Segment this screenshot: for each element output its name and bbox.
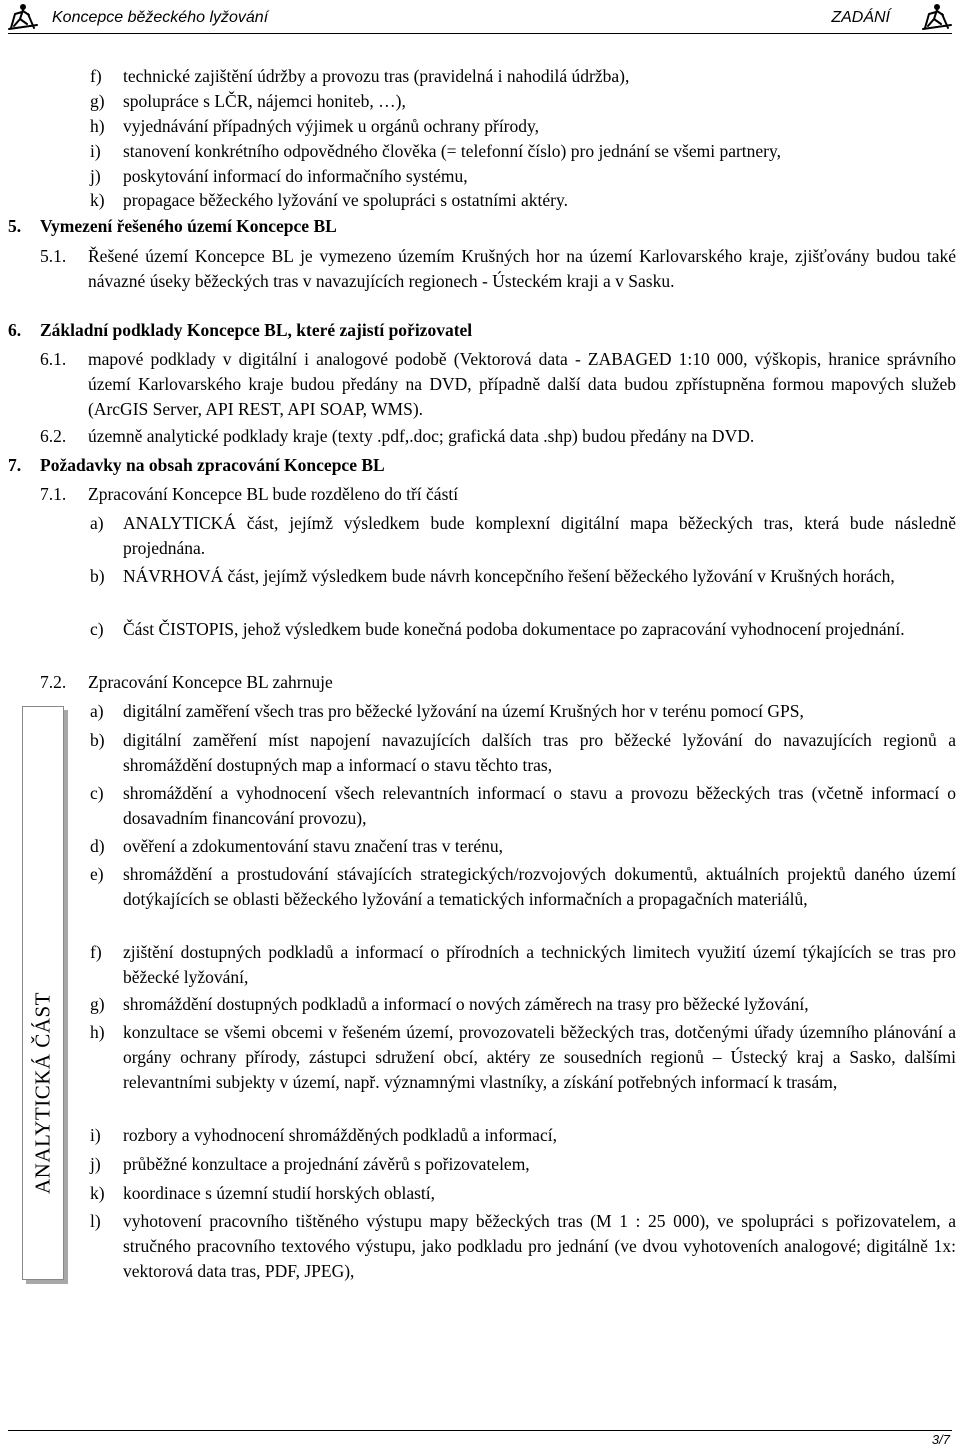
list-item xyxy=(90,699,956,724)
paragraph-number: 6.2. xyxy=(40,426,67,446)
cross-country-skier-icon xyxy=(920,2,954,32)
list-item-label: f) xyxy=(90,66,102,86)
list-item-label: k) xyxy=(90,1183,105,1203)
list-item-text: technické zajištění údržby a provozu tras (pravidelná i nahodilá údržba), xyxy=(123,66,630,86)
list-item xyxy=(90,1123,956,1148)
list-item-text: poskytování informací do informačního systému, xyxy=(123,166,468,186)
document-tag: ZADÁNÍ xyxy=(831,9,890,26)
list-item-text: stanovení konkrétního odpovědného člověka (= telefonní číslo) pro jednání se všemi partnery, xyxy=(123,141,781,161)
list-item xyxy=(90,862,956,912)
list-item xyxy=(90,64,940,89)
list-item-label: b) xyxy=(90,566,105,586)
section-heading xyxy=(8,318,908,343)
list-item xyxy=(90,1181,956,1206)
list-item-text: ANALYTICKÁ část, jejímž výsledkem bude komplexní digitální mapa běžeckých tras, která bude následně projednána. xyxy=(123,513,956,558)
list-item-text: shromáždění a prostudování stávajících strategických/rozvojových dokumentů, aktuálních projektů daného území dotýkajících se oblasti běžeckého lyžování a tematických informačních a propagačních materiálů, xyxy=(123,864,956,909)
list-item-text: zjištění dostupných podkladů a informací o přírodních a technických limitech využití území týkajících se tras pro běžecké lyžování, xyxy=(123,942,956,987)
list-item-label: k) xyxy=(90,190,105,210)
section-number: 6. xyxy=(8,320,22,340)
paragraph xyxy=(40,482,956,507)
list-item-text: rozbory a vyhodnocení shromážděných podkladů a informací, xyxy=(123,1125,557,1145)
page-number: 3/7 xyxy=(931,1432,950,1447)
list-item xyxy=(90,834,956,859)
list-item xyxy=(90,139,940,164)
list-item xyxy=(90,1152,956,1177)
list-item-label: g) xyxy=(90,91,105,111)
paragraph xyxy=(40,244,956,294)
list-item-text: koordinace s územní studií horských oblastí, xyxy=(123,1183,436,1203)
paragraph-text: Řešené území Koncepce BL je vymezeno územím Krušných hor na území Karlovarského kraje, zjišťovány budou také návazné úseky běžeckých tras v navazujících regionech - Ústeckém kraji a v Sasku. xyxy=(88,246,956,291)
cross-country-skier-icon xyxy=(6,2,40,32)
list-item-text: spolupráce s LČR, nájemci honiteb, …), xyxy=(123,91,406,111)
sidebar-label: ANALYTICKÁ ČÁST xyxy=(30,992,55,1194)
paragraph-text: Zpracování Koncepce BL bude rozděleno do tří částí xyxy=(88,484,459,504)
list-item xyxy=(90,728,956,778)
list-item xyxy=(90,164,940,189)
list-item-label: h) xyxy=(90,116,105,136)
list-item xyxy=(90,511,956,561)
list-item xyxy=(90,1020,956,1095)
section-title: Požadavky na obsah zpracování Koncepce BL xyxy=(40,455,385,475)
section-number: 7. xyxy=(8,455,22,475)
list-item-label: b) xyxy=(90,730,105,750)
list-item-label: c) xyxy=(90,783,104,803)
list-item xyxy=(90,781,956,831)
list-item xyxy=(90,564,956,589)
list-item-text: digitální zaměření všech tras pro běžecké lyžování na území Krušných hor v terénu pomocí GPS, xyxy=(123,701,804,721)
list-item-label: j) xyxy=(90,1154,101,1174)
list-item-text: propagace běžeckého lyžování ve spolupráci s ostatními aktéry. xyxy=(123,190,568,210)
list-item-label: d) xyxy=(90,836,105,856)
section-title: Vymezení řešeného území Koncepce BL xyxy=(40,216,337,236)
list-item xyxy=(90,114,940,139)
list-item xyxy=(90,992,956,1017)
paragraph-text: územně analytické podklady kraje (texty .pdf,.doc; grafická data .shp) budou předány na DVD. xyxy=(88,426,755,446)
list-item-label: i) xyxy=(90,141,101,161)
list-item-label: a) xyxy=(90,701,104,721)
list-item xyxy=(90,617,956,642)
footer-divider xyxy=(8,1430,952,1431)
paragraph xyxy=(40,670,956,695)
paragraph xyxy=(40,347,956,422)
document-title: Koncepce běžeckého lyžování xyxy=(52,9,269,26)
list-item-text: NÁVRHOVÁ část, jejímž výsledkem bude návrh koncepčního řešení běžeckého lyžování v Krušných horách, xyxy=(123,566,895,586)
paragraph-text: mapové podklady v digitální i analogové podobě (Vektorová data - ZABAGED 1:10 000, výškopis, hranice správního území Karlovarského kraje budou předány na DVD, případně další data budou zpřístupněna formou mapových služeb (ArcGIS Server, API REST, API SOAP, WMS). xyxy=(88,349,956,419)
analytical-part-sidebar xyxy=(22,706,64,1280)
list-item xyxy=(90,940,956,990)
list-item-text: Část ČISTOPIS, jehož výsledkem bude konečná podoba dokumentace po zapracování vyhodnocení projednání. xyxy=(123,619,905,639)
page-header xyxy=(0,0,960,36)
list-item-label: j) xyxy=(90,166,101,186)
paragraph-number: 6.1. xyxy=(40,349,67,369)
section-number: 5. xyxy=(8,216,22,236)
list-item-label: i) xyxy=(90,1125,101,1145)
list-item-text: průběžné konzultace a projednání závěrů s pořizovatelem, xyxy=(123,1154,530,1174)
list-item-text: vyjednávání případných výjimek u orgánů ochrany přírody, xyxy=(123,116,540,136)
list-item-label: c) xyxy=(90,619,104,639)
paragraph-number: 5.1. xyxy=(40,246,67,266)
list-item-label: g) xyxy=(90,994,105,1014)
list-item-text: konzultace se všemi obcemi v řešeném území, provozovateli běžeckých tras, dotčenými úřady územního plánování a orgány ochrany přírody, zástupci sdružení obcí, aktéry ze sousedních regionů – Ústecký kraj a Sasko, dalšími relevantními subjekty v území, např. významnými vlastníky, a získání potřebných informací k trasám, xyxy=(123,1022,956,1092)
section-heading xyxy=(8,214,908,239)
list-item-text: vyhotovení pracovního tištěného výstupu mapy běžeckých tras (M 1 : 25 000), ve spolupráci s pořizovatelem, a stručného pracovního textového výstupu, jako podkladu pro jednání (ve dvou vyhotoveních analogové; digitálně 1x: vektorová data tras, PDF, JPEG), xyxy=(123,1211,956,1281)
list-item-label: a) xyxy=(90,513,104,533)
section-title: Základní podklady Koncepce BL, které zajistí pořizovatel xyxy=(40,320,473,340)
list-item-text: ověření a zdokumentování stavu značení tras v terénu, xyxy=(123,836,503,856)
list-item-label: h) xyxy=(90,1022,105,1042)
paragraph xyxy=(40,424,956,449)
list-item-label: f) xyxy=(90,942,102,962)
list-item-text: digitální zaměření míst napojení navazujících dalších tras pro běžecké lyžování do navazujících regionů a shromáždění dostupných map a informací o stavu těchto tras, xyxy=(123,730,956,775)
list-item xyxy=(90,89,940,114)
list-item-text: shromáždění a vyhodnocení všech relevantních informací o stavu a provozu běžeckých tras (včetně informací o dosavadním financování provozu), xyxy=(123,783,956,828)
header-divider xyxy=(8,33,952,34)
list-item-label: e) xyxy=(90,864,104,884)
paragraph-text: Zpracování Koncepce BL zahrnuje xyxy=(88,672,333,692)
section-heading xyxy=(8,453,908,478)
list-item xyxy=(90,1209,956,1284)
list-item-text: shromáždění dostupných podkladů a informací o nových záměrech na trasy pro běžecké lyžování, xyxy=(123,994,809,1014)
paragraph-number: 7.1. xyxy=(40,484,67,504)
list-item xyxy=(90,188,940,213)
list-item-label: l) xyxy=(90,1211,101,1231)
paragraph-number: 7.2. xyxy=(40,672,67,692)
